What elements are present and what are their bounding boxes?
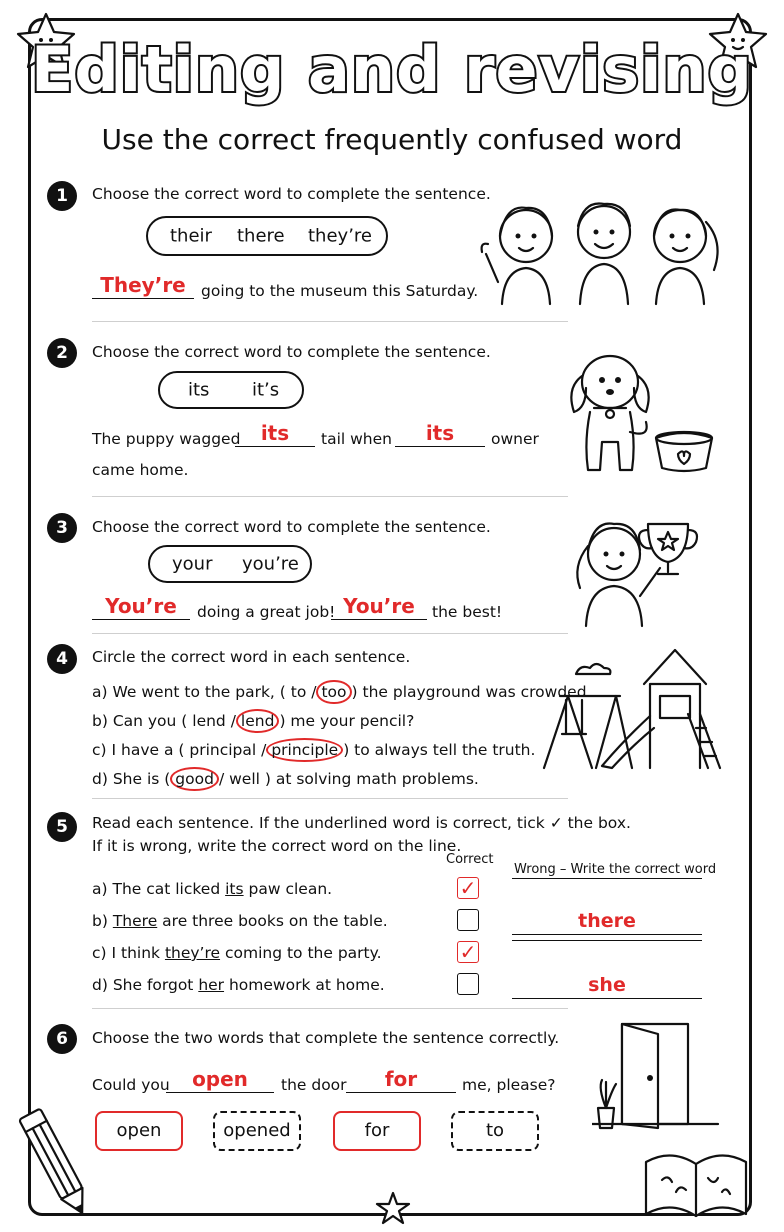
sentence-part: a) We went to the park, ( to / xyxy=(92,683,317,701)
sentence-text: Could you xyxy=(92,1076,170,1094)
playground-illustration xyxy=(540,644,726,774)
sentence-part: ) the playground was crowded. xyxy=(351,683,592,701)
sentence-part: are three books on the table. xyxy=(157,912,388,930)
sentence-part: a) The cat licked xyxy=(92,880,226,898)
correct-checkbox[interactable] xyxy=(457,973,479,995)
correction-line[interactable] xyxy=(512,940,702,941)
check-sentence xyxy=(92,910,388,932)
check-sentence xyxy=(92,878,332,900)
sentence-text: doing a great job! xyxy=(197,603,336,621)
word-bank xyxy=(148,545,312,583)
sentence-part: d) She is ( xyxy=(92,770,171,788)
sentence-text: came home. xyxy=(92,461,189,479)
question-instruction: If it is wrong, write the correct word on the line. xyxy=(92,837,462,855)
girl-trophy-illustration xyxy=(568,506,708,628)
circle-sentence xyxy=(92,767,479,791)
word-option: its xyxy=(188,379,210,401)
sentence-part: / well ) at solving math problems. xyxy=(218,770,479,788)
answer-blank[interactable]: its xyxy=(235,420,315,447)
circle-sentence xyxy=(92,738,535,762)
answer-blank[interactable]: They’re xyxy=(92,272,194,299)
answer-blank[interactable]: open xyxy=(166,1066,274,1093)
page-title: Editing and revising xyxy=(31,33,753,106)
section-divider xyxy=(92,633,568,634)
sentence-part: ) to always tell the truth. xyxy=(343,741,536,759)
sentence-text: me, please? xyxy=(462,1076,556,1094)
correction-line[interactable] xyxy=(512,878,702,879)
page-subtitle: Use the correct frequently confused word xyxy=(101,123,683,156)
sentence-part: paw clean. xyxy=(243,880,333,898)
sentence-part: c) I think xyxy=(92,944,165,962)
word-option: you’re xyxy=(242,553,299,575)
sentence-part: ) me your pencil? xyxy=(279,712,415,730)
underlined-word: There xyxy=(112,912,158,930)
door-illustration xyxy=(592,1018,722,1134)
section-divider xyxy=(92,798,568,799)
circle-sentence xyxy=(92,680,592,704)
sentence-text: the best! xyxy=(432,603,503,621)
question-number-badge: 1 xyxy=(47,181,77,211)
children-illustration xyxy=(476,192,732,312)
word-bank xyxy=(158,371,304,409)
correct-checkbox[interactable] xyxy=(457,909,479,931)
word-option: their xyxy=(170,225,212,247)
word-option: there xyxy=(237,225,285,247)
check-sentence xyxy=(92,942,382,964)
sentence-text: The puppy wagged xyxy=(92,430,241,448)
sentence-text: tail when xyxy=(321,430,392,448)
sentence-part: c) I have a ( principal / xyxy=(92,741,267,759)
question-instruction: Read each sentence. If the underlined word is correct, tick ✓ the box. xyxy=(92,814,631,832)
correct-checkbox[interactable]: ✓ xyxy=(457,941,479,963)
question-number-badge: 5 xyxy=(47,812,77,842)
question-instruction: Circle the correct word in each sentence. xyxy=(92,648,411,666)
word-option: your xyxy=(172,553,213,575)
question-instruction: Choose the correct word to complete the sentence. xyxy=(92,518,491,536)
question-number-badge: 4 xyxy=(47,644,77,674)
correction-line[interactable]: she xyxy=(512,972,702,999)
column-header-wrong: Wrong – Write the correct word xyxy=(514,862,717,877)
circled-word[interactable]: principle xyxy=(266,738,343,762)
check-sentence xyxy=(92,974,385,996)
sentence-part: d) She forgot xyxy=(92,976,199,994)
word-bank xyxy=(146,216,388,256)
sentence-text: owner xyxy=(491,430,539,448)
word-choice-open[interactable]: open xyxy=(95,1111,183,1151)
circle-sentence xyxy=(92,709,414,733)
question-number-badge: 6 xyxy=(47,1024,77,1054)
sentence-part: b) xyxy=(92,912,113,930)
column-header-correct: Correct xyxy=(446,852,494,867)
underlined-word: its xyxy=(225,880,244,898)
answer-blank[interactable]: its xyxy=(395,420,485,447)
sentence-part: homework at home. xyxy=(224,976,385,994)
question-instruction: Choose the correct word to complete the sentence. xyxy=(92,343,491,361)
section-divider xyxy=(92,1008,568,1009)
sentence-part: b) Can you ( lend / xyxy=(92,712,236,730)
pencil-icon xyxy=(14,1100,94,1225)
circled-word[interactable]: too xyxy=(316,680,351,704)
question-instruction: Choose the correct word to complete the sentence. xyxy=(92,185,491,203)
correction-line[interactable]: there xyxy=(512,908,702,935)
question-number-badge: 3 xyxy=(47,513,77,543)
star-icon xyxy=(374,1190,412,1228)
word-option: it’s xyxy=(252,379,280,401)
underlined-word: they’re xyxy=(164,944,221,962)
section-divider xyxy=(92,496,568,497)
answer-blank[interactable]: You’re xyxy=(92,593,190,620)
circled-word[interactable]: lend xyxy=(236,709,280,733)
sentence-text: the door xyxy=(281,1076,347,1094)
open-book-icon xyxy=(636,1134,756,1226)
answer-blank[interactable]: You’re xyxy=(331,593,427,620)
word-option: they’re xyxy=(308,225,372,247)
word-choice-for[interactable]: for xyxy=(333,1111,421,1151)
word-choice-to[interactable]: to xyxy=(451,1111,539,1151)
puppy-illustration xyxy=(560,342,720,478)
section-divider xyxy=(92,321,568,322)
underlined-word: her xyxy=(198,976,225,994)
correct-checkbox[interactable]: ✓ xyxy=(457,877,479,899)
question-instruction: Choose the two words that complete the sentence correctly. xyxy=(92,1029,560,1047)
sentence-part: coming to the party. xyxy=(220,944,382,962)
sentence-text: going to the museum this Saturday. xyxy=(201,282,479,300)
answer-blank[interactable]: for xyxy=(346,1066,456,1093)
question-number-badge: 2 xyxy=(47,338,77,368)
circled-word[interactable]: good xyxy=(170,767,219,791)
word-choice-opened[interactable]: opened xyxy=(213,1111,301,1151)
